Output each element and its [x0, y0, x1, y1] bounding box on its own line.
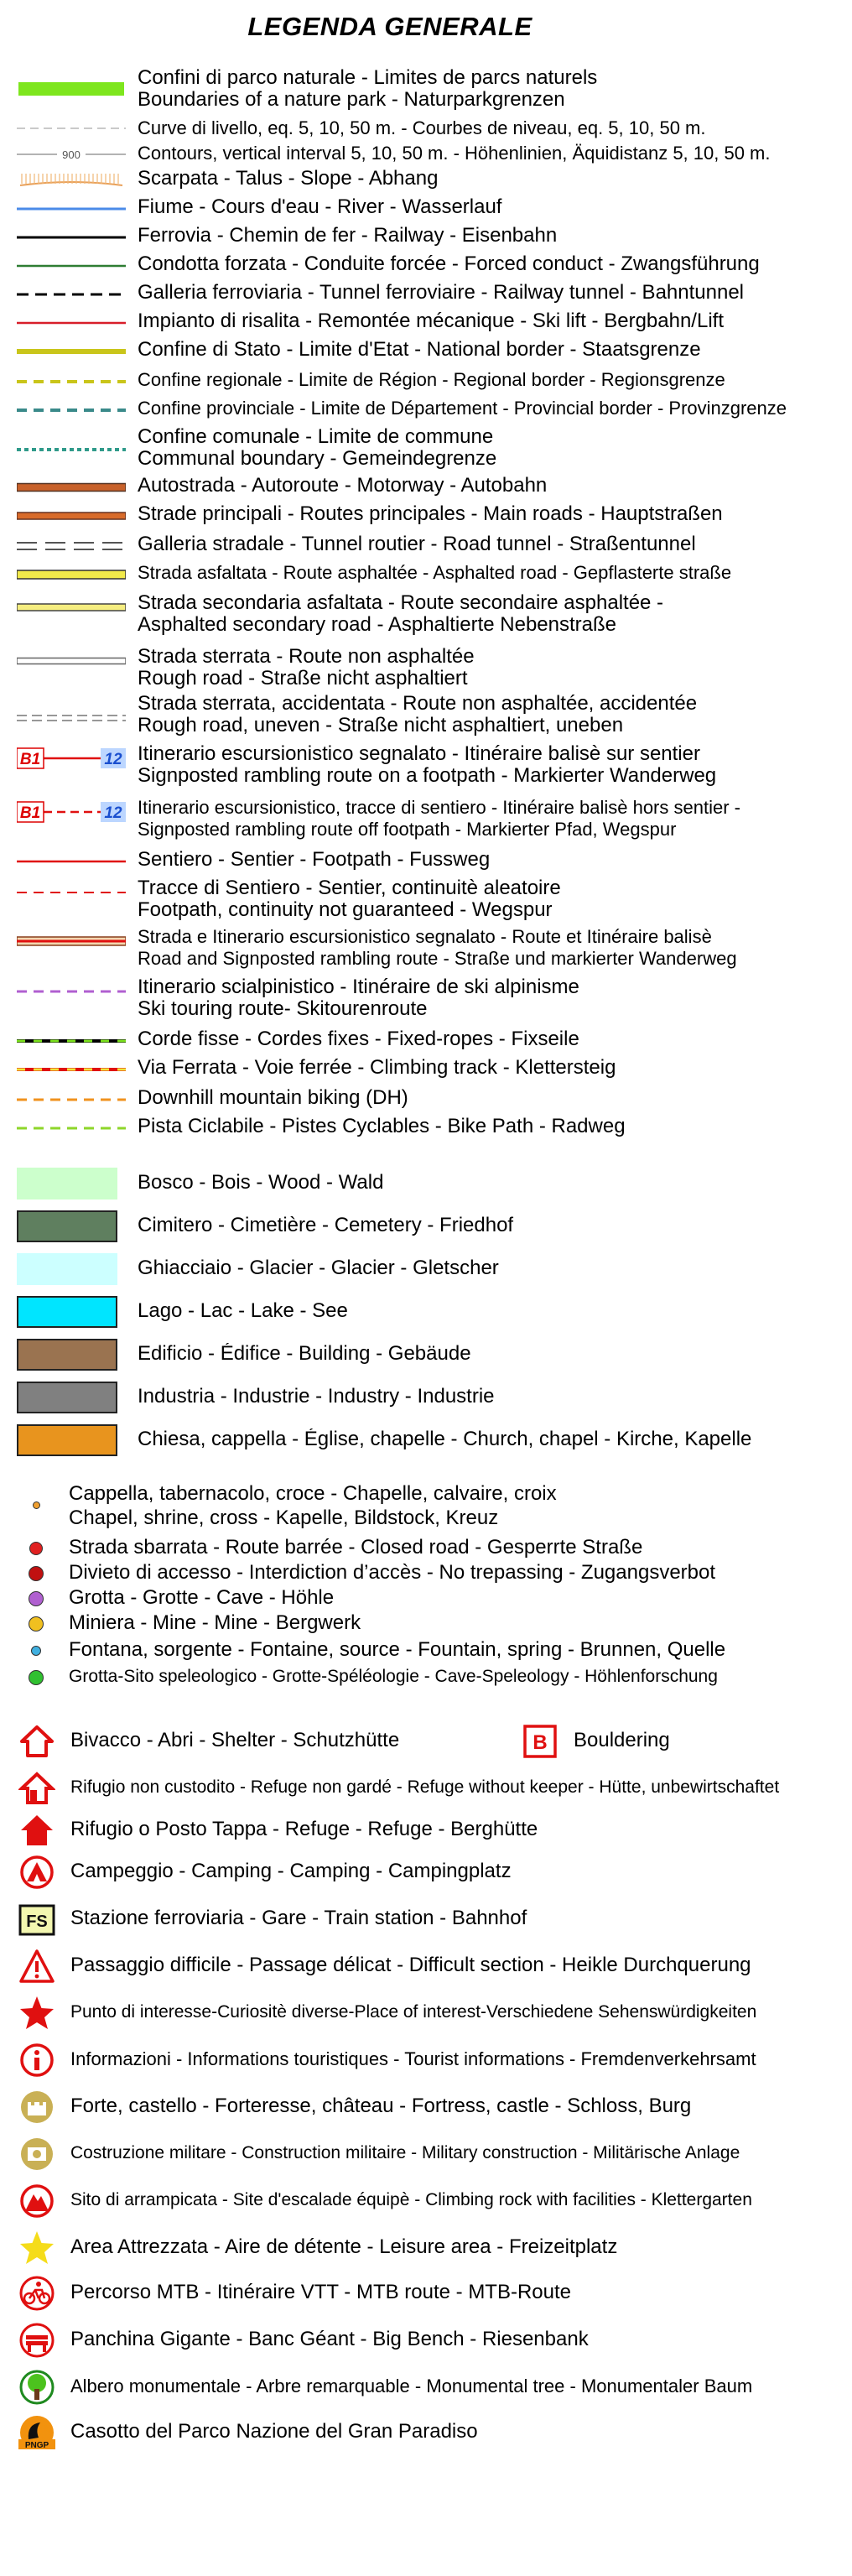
legend-text-line: Boundaries of a nature park - Naturparkgrenzen [138, 88, 565, 111]
point-marker [29, 1566, 44, 1581]
legend-text [69, 1585, 782, 1611]
line-symbol [17, 849, 126, 874]
legend-text-line: Contours, vertical interval 5, 10, 50 m. - Höhenlinien, Äquidistanz 5, 10, 50 m. [138, 143, 771, 164]
icon-label: Panchina Gigante - Banc Géant - Big Bench - Riesenbank [70, 2329, 589, 2350]
legend-text-line: Tracce di Sentiero - Sentier, continuitè aleatoire [138, 877, 561, 899]
legend-text [138, 503, 850, 525]
line-symbol [17, 926, 126, 976]
legend-text [138, 339, 850, 361]
line-legend-row [0, 1116, 852, 1141]
legend-text-line: Itinerario escursionistico segnalato - Itinéraire balisè sur sentier [138, 743, 700, 765]
shelter-icon [18, 1723, 55, 1760]
icon-legend-row [0, 2089, 852, 2127]
point-legend-row [0, 1535, 852, 1560]
line-legend-row [0, 797, 852, 847]
legend-text-line: Rough road - Straße nicht asphaltiert [138, 667, 468, 690]
point-legend-row [0, 1481, 852, 1530]
line-symbol [17, 369, 126, 394]
legend-text-line: Grotta-Sito speleologico - Grotte-Spéléologie - Cave-Speleology - Höhlenforschung [69, 1667, 718, 1686]
icon-label: Bivacco - Abri - Shelter - Schutzhütte [70, 1730, 400, 1751]
line-legend-row [0, 282, 852, 307]
legend-text-line: Impianto di risalita - Remontée mécanique - Ski lift - Bergbahn/Lift [138, 310, 724, 332]
point-legend-row [0, 1611, 852, 1636]
line-legend-row [0, 976, 852, 1027]
line-symbol [17, 310, 126, 336]
line-symbol [17, 503, 126, 528]
line-legend-row [0, 426, 852, 473]
line-legend-row [0, 562, 852, 587]
area-swatch [17, 1339, 117, 1371]
line-legend-row [0, 196, 852, 221]
legend-text [138, 117, 850, 139]
legend-text-line: Ferrovia - Chemin de fer - Railway - Eisenbahn [138, 225, 558, 247]
area-swatch [17, 1253, 117, 1285]
legend-text-line: Itinerario scialpinistico - Itinéraire de ski alpinisme [138, 976, 579, 998]
line-legend-row [0, 369, 852, 394]
line-symbol [17, 426, 126, 473]
line-symbol [17, 398, 126, 423]
point-marker [29, 1670, 44, 1685]
legend-text-line: Galleria stradale - Tunnel routier - Road tunnel - Straßentunnel [138, 533, 696, 555]
legend-text-line: Strada sterrata, accidentata - Route non asphaltée, accidentée [138, 693, 698, 715]
legend-text [138, 562, 850, 584]
legend-text [138, 196, 850, 218]
legend-text-line: Strada secondaria asfaltata - Route secondaire asphaltée - [138, 592, 664, 614]
line-symbol [17, 797, 126, 847]
icon-label: Costruzione militare - Construction militaire - Military construction - Militärische Anlage [70, 2143, 740, 2162]
line-legend-row [0, 849, 852, 874]
route-code-badge: B1 [19, 751, 41, 768]
line-legend-row [0, 225, 852, 250]
legend-text [138, 797, 850, 840]
area-swatch [17, 1210, 117, 1242]
icon-label: Punto di interesse-Curiositè diverse-Place of interest-Verschiedene Sehenswürdigkeiten [70, 2002, 757, 2022]
icon-legend-row [0, 1948, 852, 1986]
legend-text-line: Divieto di accesso - Interdiction d’accès - No trepassing - Zugangsverbot [69, 1561, 716, 1584]
legend-text-line: Miniera - Mine - Mine - Bergwerk [69, 1611, 361, 1634]
icon-legend-row [0, 2042, 852, 2080]
legend-text [138, 253, 850, 275]
line-legend-row [0, 1057, 852, 1082]
legend-text [138, 168, 850, 190]
legend-text-line: Itinerario escursionistico, tracce di sentiero - Itinéraire balisè hors sentier - [138, 797, 740, 818]
monumental-tree-icon [18, 2369, 55, 2406]
icon-legend-row [0, 2230, 852, 2268]
legend-text [69, 1664, 782, 1689]
legend-text [138, 369, 850, 391]
military-construction-icon [18, 2136, 55, 2173]
icon-legend-row [0, 2275, 852, 2313]
area-legend-row [0, 1337, 852, 1372]
legend-title: LEGENDA GENERALE [247, 12, 532, 41]
route-number-badge: 12 [104, 804, 122, 822]
line-legend-row [0, 1087, 852, 1112]
icon-legend-row [0, 2369, 852, 2407]
line-symbol [17, 196, 126, 221]
area-legend-row [0, 1252, 852, 1287]
line-legend-row [0, 533, 852, 559]
line-symbol [17, 1116, 126, 1141]
legend-text-line: Signposted rambling route off footpath - Markierter Pfad, Wegspur [138, 819, 677, 840]
line-legend-row [0, 926, 852, 976]
fortress-icon [18, 2089, 55, 2126]
train-station-icon [18, 1901, 55, 1938]
icon-legend-row [0, 2183, 852, 2221]
line-symbol [17, 1057, 126, 1082]
climbing-rock-icon [18, 2183, 55, 2220]
legend-text [138, 1087, 850, 1109]
legend-text-line: Strada e Itinerario escursionistico segnalato - Route et Itinéraire balisè [138, 926, 712, 947]
legend-text-line: Confini di parco naturale - Limites de parcs naturels [138, 67, 598, 89]
legend-text-line: Footpath, continuity not guaranteed - Wegspur [138, 898, 553, 921]
legend-text [138, 225, 850, 247]
legend-text-line: Via Ferrata - Voie ferrée - Climbing track - Klettersteig [138, 1057, 616, 1079]
icon-legend-row [0, 1812, 852, 1850]
area-label: Bosco - Bois - Wood - Wald [138, 1172, 384, 1194]
legend-text [138, 592, 850, 636]
legend-text-line: Autostrada - Autoroute - Motorway - Autobahn [138, 475, 548, 497]
area-swatch [17, 1424, 117, 1456]
line-symbol [17, 143, 126, 166]
line-symbol [17, 282, 126, 307]
line-legend-row [0, 143, 852, 166]
point-marker [33, 1501, 40, 1509]
legend-text [138, 310, 850, 332]
icon-legend-row [0, 1770, 852, 1808]
line-legend-row [0, 646, 852, 696]
legend-text [69, 1637, 782, 1663]
legend-text-line: Curve di livello, eq. 5, 10, 50 m. - Courbes de niveau, eq. 5, 10, 50 m. [138, 117, 706, 138]
legend-text [138, 976, 850, 1020]
line-symbol [17, 1028, 126, 1054]
legend-text [138, 426, 850, 470]
camping-icon [18, 1854, 55, 1891]
icon-label: Rifugio non custodito - Refuge non gardé - Refuge without keeper - Hütte, unbewirtschaftet [70, 1777, 780, 1797]
icon-legend-row [0, 1901, 852, 1939]
legend-text [138, 398, 850, 419]
legend-text [69, 1481, 782, 1530]
icon-label: Area Attrezzata - Aire de détente - Leisure area - Freizeitplatz [70, 2236, 618, 2258]
mtb-route-icon [18, 2275, 55, 2312]
icon-label: Albero monumentale - Arbre remarquable - Monumental tree - Monumentaler Baum [70, 2376, 753, 2396]
line-legend-row [0, 693, 852, 743]
legend-text-line: Ski touring route- Skitourenroute [138, 997, 428, 1020]
area-swatch [17, 1382, 117, 1413]
line-legend-row [0, 117, 852, 139]
leisure-area-icon [18, 2230, 55, 2266]
legend-text-line: Galleria ferroviaria - Tunnel ferroviaire - Railway tunnel - Bahntunnel [138, 282, 744, 304]
legend-text-line: Confine comunale - Limite de commune [138, 426, 494, 448]
line-symbol [17, 693, 126, 743]
pngp-hut-icon [18, 2414, 55, 2451]
legend-text-line: Fontana, sorgente - Fontaine, source - Fountain, spring - Brunnen, Quelle [69, 1638, 726, 1661]
icon-label: Casotto del Parco Nazione del Gran Paradiso [70, 2421, 478, 2443]
point-marker [29, 1542, 43, 1555]
icon-label: Forte, castello - Forteresse, château - Fortress, castle - Schloss, Burg [70, 2095, 692, 2117]
legend-text [138, 849, 850, 871]
legend-text [138, 646, 850, 690]
line-symbol [17, 592, 126, 643]
legend-text-line: Chapel, shrine, cross - Kapelle, Bildstock, Kreuz [69, 1507, 499, 1529]
point-marker [29, 1616, 44, 1631]
refuge-icon [18, 1812, 55, 1849]
point-legend-row [0, 1637, 852, 1663]
legend-text-line: Downhill mountain biking (DH) [138, 1087, 408, 1109]
line-legend-row [0, 168, 852, 193]
line-symbol [17, 743, 126, 794]
bouldering-icon [523, 1725, 557, 1758]
icon-label: Passaggio difficile - Passage délicat - Difficult section - Heikle Durchquerung [70, 1954, 751, 1976]
legend-text-line: Road and Signposted rambling route - Straße und markierter Wanderweg [138, 948, 737, 969]
area-label: Lago - Lac - Lake - See [138, 1300, 348, 1322]
legend-text-line: Asphalted secondary road - Asphaltierte Nebenstraße [138, 613, 616, 636]
icon-legend-row [0, 2414, 852, 2453]
line-symbol [17, 168, 126, 193]
difficult-section-icon [18, 1948, 55, 1985]
legend-text [138, 67, 850, 111]
area-label: Ghiacciaio - Glacier - Glacier - Gletscher [138, 1257, 499, 1279]
area-swatch [17, 1168, 117, 1200]
point-marker [29, 1591, 44, 1606]
legend-text [138, 693, 850, 736]
bouldering-text: Bouldering [574, 1730, 670, 1751]
icon-legend-row [0, 2322, 852, 2360]
pngp-label: PNGP [24, 2441, 49, 2450]
line-symbol [17, 475, 126, 500]
icon-legend-row [0, 1854, 852, 1892]
contour-label: 900 [62, 148, 81, 161]
icon-label: Sito di arrampicata - Site d'escalade équipè - Climbing rock with facilities - Klettergarten [70, 2190, 752, 2209]
legend-text [138, 143, 850, 164]
legend-text-line: Strada sbarrata - Route barrée - Closed road - Gesperrte Straße [69, 1536, 643, 1559]
legend-text [138, 533, 850, 555]
line-legend-row [0, 1028, 852, 1054]
area-label: Industria - Industrie - Industry - Industrie [138, 1386, 495, 1408]
area-legend-row [0, 1380, 852, 1415]
line-symbol [17, 533, 126, 559]
icon-legend-row [0, 1723, 852, 1762]
line-legend-row [0, 877, 852, 928]
legend-text [138, 743, 850, 787]
line-legend-row [0, 67, 852, 111]
area-legend-row [0, 1166, 852, 1201]
point-legend-row [0, 1560, 852, 1585]
legend-text [69, 1611, 782, 1636]
icon-label: Percorso MTB - Itinéraire VTT - MTB route - MTB-Route [70, 2282, 572, 2303]
area-legend-row [0, 1209, 852, 1244]
icon-legend-row [0, 2136, 852, 2174]
area-swatch [17, 1296, 117, 1328]
area-label: Cimitero - Cimetière - Cemetery - Friedhof [138, 1215, 514, 1236]
legend-text [69, 1535, 782, 1560]
legend-text-line: Grotta - Grotte - Cave - Höhle [69, 1586, 335, 1609]
line-symbol [17, 1087, 126, 1112]
line-symbol [17, 877, 126, 928]
line-legend-row [0, 398, 852, 423]
line-legend-row [0, 339, 852, 364]
legend-text-line: Scarpata - Talus - Slope - Abhang [138, 168, 439, 190]
route-code-badge: B1 [19, 804, 41, 822]
line-symbol [17, 225, 126, 250]
line-legend-row [0, 592, 852, 643]
line-legend-row [0, 310, 852, 336]
line-legend-row [0, 503, 852, 528]
unattended-refuge-icon [18, 1770, 55, 1807]
legend-text-line: Sentiero - Sentier - Footpath - Fussweg [138, 849, 491, 871]
icon-label: Campeggio - Camping - Camping - Campingplatz [70, 1860, 512, 1882]
point-legend-row [0, 1664, 852, 1689]
legend-text-line: Cappella, tabernacolo, croce - Chapelle, calvaire, croix [69, 1482, 557, 1505]
point-marker [31, 1646, 41, 1656]
area-legend-row [0, 1294, 852, 1330]
legend-text [138, 1057, 850, 1079]
legend-text [69, 1560, 782, 1585]
legend-text [138, 1028, 850, 1050]
legend-text-line: Confine di Stato - Limite d'Etat - National border - Staatsgrenze [138, 339, 701, 361]
line-legend-row [0, 253, 852, 278]
area-label: Edificio - Édifice - Building - Gebäude [138, 1343, 471, 1365]
legend-text-line: Rough road, uneven - Straße nicht asphaltiert, uneben [138, 714, 624, 736]
legend-text-line: Communal boundary - Gemeindegrenze [138, 447, 497, 470]
legend-text-line: Condotta forzata - Conduite forcée - Forced conduct - Zwangsführung [138, 253, 760, 275]
legend-text [138, 926, 850, 970]
line-symbol [17, 976, 126, 1027]
legend-text-line: Strada asfaltata - Route asphaltée - Asphalted road - Gepflasterte straße [138, 562, 732, 583]
line-symbol [17, 646, 126, 696]
line-symbol [17, 253, 126, 278]
route-number-badge: 12 [104, 751, 122, 768]
icon-label: Stazione ferroviaria - Gare - Train station - Bahnhof [70, 1907, 527, 1929]
information-icon [18, 2042, 55, 2079]
big-bench-icon [18, 2322, 55, 2359]
line-symbol [17, 117, 126, 139]
legend-text [138, 475, 850, 497]
area-legend-row [0, 1423, 852, 1458]
legend-text-line: Pista Ciclabile - Pistes Cyclables - Bike Path - Radweg [138, 1116, 626, 1137]
legend-text-line: Corde fisse - Cordes fixes - Fixed-ropes - Fixseile [138, 1028, 579, 1050]
legend-text-line: Strada sterrata - Route non asphaltée [138, 646, 475, 668]
legend-text-line: Fiume - Cours d'eau - River - Wasserlauf [138, 196, 502, 218]
legend-text [138, 1116, 850, 1137]
legend-text-line: Confine regionale - Limite de Région - Regional border - Regionsgrenze [138, 369, 725, 390]
area-label: Chiesa, cappella - Église, chapelle - Church, chapel - Kirche, Kapelle [138, 1429, 752, 1450]
line-legend-row [0, 475, 852, 500]
point-of-interest-icon [18, 1995, 55, 2032]
legend-text [138, 282, 850, 304]
bouldering-label: B [532, 1731, 548, 1754]
line-symbol [17, 339, 126, 364]
legend-text [138, 877, 850, 921]
legend-text-line: Confine provinciale - Limite de Département - Provincial border - Provinzgrenze [138, 398, 787, 419]
line-symbol [17, 67, 126, 111]
icon-label: Rifugio o Posto Tappa - Refuge - Refuge - Berghütte [70, 1819, 538, 1840]
line-symbol [17, 562, 126, 587]
train-station-label: FS [26, 1912, 48, 1931]
legend-text-line: Signposted rambling route on a footpath - Markierter Wanderweg [138, 764, 717, 787]
line-legend-row [0, 743, 852, 794]
point-legend-row [0, 1585, 852, 1611]
icon-legend-row [0, 1995, 852, 2033]
legend-text-line: Strade principali - Routes principales - Main roads - Hauptstraßen [138, 503, 723, 525]
icon-label: Informazioni - Informations touristiques - Tourist informations - Fremdenverkehrsamt [70, 2048, 756, 2069]
